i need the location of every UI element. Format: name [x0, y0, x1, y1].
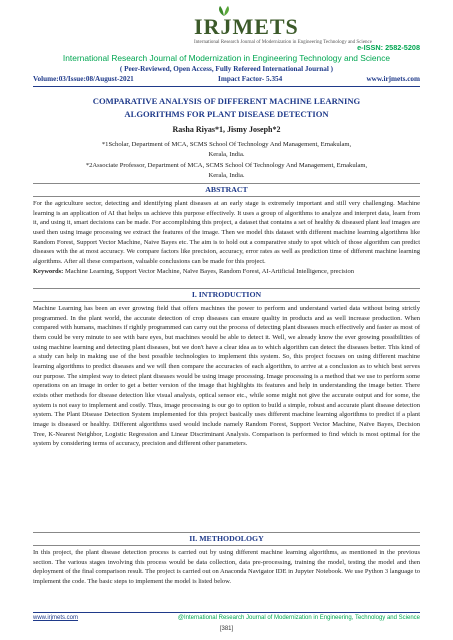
journal-name: International Research Journal of Modernization in Engineering Technology and Science	[62, 53, 391, 63]
method-top-rule	[33, 532, 420, 533]
abstract-heading: ABSTRACT	[205, 185, 248, 194]
paper-title: COMPARATIVE ANALYSIS OF DIFFERENT MACHINE LEARNING ALGORITHMS FOR PLANT DISEASE DETECTION	[92, 96, 361, 119]
volume-issue: Volume:03/Issue:08/August-2021	[33, 75, 134, 83]
method-bottom-rule	[33, 545, 420, 546]
intro-bottom-rule	[33, 301, 420, 302]
footer-website-link[interactable]: www.irjmets.com	[33, 615, 79, 621]
journal-logo	[184, 4, 372, 45]
abstract-bottom-rule	[33, 196, 420, 197]
eissn-number: e-ISSN: 2582-5208	[357, 43, 420, 52]
keywords-list: Machine Learning, Support Vector Machine, Naïve Bayes, Random Forest, AI-Artificial Intelligence, precision	[63, 268, 355, 275]
keywords	[33, 267, 420, 277]
intro-top-rule	[33, 288, 420, 289]
issue-info-row	[33, 75, 420, 83]
footer-copyright: @International Research Journal of Modernization in Engineering, Technology and Science	[177, 615, 420, 621]
affiliation-1: *1Scholar, Department of MCA, SCMS School Of Technology And Management, Ernakulam, Kerala, India.	[101, 141, 352, 158]
methodology-heading: II. METHODOLOGY	[189, 534, 264, 543]
abstract-text: For the agriculture sector, detecting and identifying plant diseases at an early stage is extremely important and still very challenging. Machine learning is an application of AI that helps us achieve this purpose effectively. It uses a group of algorithms to analyze and interpret data, learn from it, and using it, smart decisions can be made. For accomplishing this project, a dataset that contains a set of healthy & diseased plant leaf images are used then using image processing we extract the features of the image. Then we model this dataset with different machine learning algorithms like Random Forest, Support Vector Machine, Naive Bayes etc. The aim is to hold out a comparative study to spot which of those algorithm can predict diseases with the at most accuracy. We compare factors like precision, accuracy, error rates as well as prediction time of different machine learning algorithms. After all these comparison, valuable conclusions can be made for this project.	[33, 200, 420, 265]
journal-website-link[interactable]: www.irjmets.com	[366, 75, 420, 83]
peer-review-note: ( Peer-Reviewed, Open Access, Fully Refereed International Journal )	[119, 65, 334, 73]
methodology-text: In this project, the plant disease detection process is carried out by using different machine learning algorithms, as mentioned in the previous section. The various stages involving this process would be data collection, data pre-processing, training the model, testing the model and then deployment of the final comparison result. The project is carried out on Anaconda Navigator IDE in Jupyter Notebook. We use Python 3 language to implement the code. The basic steps to implement the model is listed below.	[33, 549, 420, 585]
affiliation-2: *2Associate Professor, Department of MCA, SCMS School Of Technology And Management, Ernakulam, Kerala, India.	[85, 162, 368, 179]
introduction-heading: I. INTRODUCTION	[191, 290, 262, 299]
footer-divider	[33, 612, 420, 613]
page-number: [381]	[219, 626, 234, 632]
logo-subtext: International Research Journal of Modernization in Engineering Technology and Science	[194, 40, 372, 45]
impact-factor: Impact Factor- 5.354	[218, 75, 283, 83]
keywords-label: Keywords:	[33, 268, 64, 275]
paper-authors: Rasha Riyas*1, Jismy Joseph*2	[172, 125, 281, 134]
logo-wordmark: IRJMETS International Research Journal of Modernization in Engineering Technology and Science	[194, 14, 372, 45]
introduction-text: Machine Learning has been an ever growing field that offers machines the power to perform and understand varied data without being strictly programmed. In the plant world, the accurate detection of crop diseases can ensure quality in products and as well increase production. When compared with humans, machines if rightly programmed can carry out the process of detecting plant diseases much effectively and faster as most of them could be very minute to see with bare eyes, but machines would be able to detect it. Well, we already know the ever growing possibilities of using machine learning and detecting plant diseases, but we don't have a clear idea as to which algorithm can detect the diseases better. This kind of a study can help in making use of the best possible technologies to implement this system. So, this project focuses on using different machine learning algorithms to predict diseases and we will then compare the accuracies of each algorithm, to arrive at a conclusion as to which best serves our purpose. The simplest way to detect plant diseases would be using image processing. Image processing is a method that we use to perform some operations on an image in order to get a better version of the image that highlights its features and help in understanding the image better. There exists other methods for disease detection like visual analysis, optical sensor etc., while some might not give the accurate output and for some, the system is not easy to implement and costly. Thus, image processing is our go to option to build a simple, robust and accurate plant disease detection system. The Plant Disease Detection System implemented for this project basically uses different machine learning algorithms to predict if a plant image is diseased or healthy. Different algorithms used would include namely Random Forest, Support Vector Machine, Naïve Bayes, Decision Tree, K-Nearest Neighbor, Logistic Regression and Linear Discriminant Analysis. Comparison is performed to find which is most optimal for the system by considering terms of accuracy, precision and different other parameters.	[33, 305, 420, 448]
header-divider	[33, 86, 420, 87]
abstract-top-rule	[33, 183, 420, 184]
